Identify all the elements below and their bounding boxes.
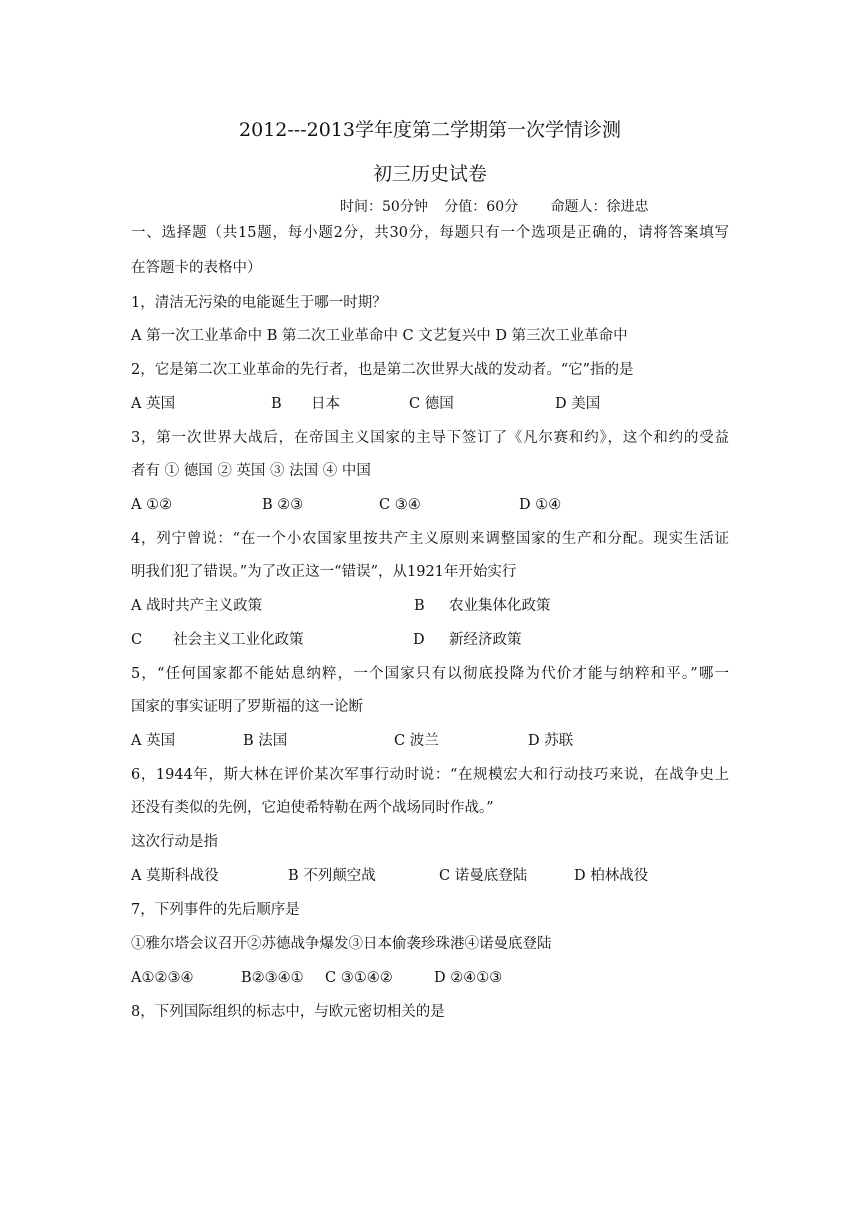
option-a: A 英国 [131,733,176,749]
option-c: C 诺曼底登陆 [439,868,528,884]
option-b: B 不列颠空战 [288,868,376,884]
option-c: C ③④ [379,497,421,513]
exam-meta [340,197,649,217]
option-d-text: 新经济政策 [449,632,522,648]
question-4-stem-cont: 明我们犯了错误。”为了改正这一“错误”，从1921年开始实行 [131,564,517,580]
option-d: D ①④ [519,497,562,513]
question-6-options [131,866,731,886]
exam-time: 时间：50分钟 [340,199,428,215]
option-c-text: 社会主义工业化政策 [173,632,304,648]
question-3-stem: 3，第一次世界大战后，在帝国主义国家的主导下签订了《凡尔赛和约》，这个和约的受益 [131,430,729,446]
exam-score: 分值：60分 [444,199,519,215]
question-8-stem: 8，下列国际组织的标志中，与欧元密切相关的是 [131,1004,445,1020]
question-7-stem-cont: ①雅尔塔会议召开②苏德战争爆发③日本偷袭珍珠港④诺曼底登陆 [131,936,552,952]
option-a: A①②③④ [131,970,194,986]
option-a: A 莫斯科战役 [131,868,219,884]
question-6-stem-cont2: 这次行动是指 [131,834,218,850]
question-3-options [131,495,731,515]
question-6-stem-cont: 还没有类似的先例，它迫使希特勒在两个战场同时作战。” [131,800,494,816]
section-heading-cont: 在答题卡的表格中） [131,260,262,276]
option-c: C ③①④② [325,970,393,986]
option-b-letter: B [271,396,282,412]
question-4-stem: 4，列宁曾说：“在一个小农国家里按共产主义原则来调整国家的生产和分配。现实生活证 [131,531,729,547]
option-c: C 德国 [409,396,454,412]
question-4-options-row1 [131,596,731,616]
question-4-options-row2 [131,630,731,650]
option-d: D 柏林战役 [574,868,649,884]
option-b: B ②③ [262,497,304,513]
exam-author: 命题人：徐进忠 [550,199,649,215]
exam-subtitle: 初三历史试卷 [372,163,487,185]
question-6-stem: 6，1944年，斯大林在评价某次军事行动时说：“在规模宏大和行动技巧来说，在战争史上 [131,767,729,783]
question-1-stem: 1，清洁无污染的电能诞生于哪一时期？ [131,295,387,311]
question-2-stem: 2，它是第二次工业革命的先行者，也是第二次世界大战的发动者。“它”指的是 [131,362,634,378]
question-5-stem: 5，“任何国家都不能姑息纳粹，一个国家只有以彻底投降为代价才能与纳粹和平。”哪一 [131,666,729,682]
exam-title: 2012---2013学年度第二学期第一次学情诊测 [239,119,621,141]
option-d: D ②④①③ [434,970,503,986]
question-3-stem-cont: 者有 ① 德国 ② 英国 ③ 法国 ④ 中国 [131,463,371,479]
section-heading: 一、选择题（共15题，每小题2分，共30分，每题只有一个选项是正确的，请将答案填写 [131,225,729,241]
question-7-options [131,968,731,988]
option-a: A 战时共产主义政策 [131,598,263,614]
option-c-letter: C [131,632,143,648]
option-b-text: 农业集体化政策 [449,598,551,614]
option-b: B 法国 [243,733,288,749]
question-7-stem: 7，下列事件的先后顺序是 [131,902,300,918]
option-d: D 美国 [555,396,601,412]
option-d-letter: D [413,632,425,648]
question-2-options [131,394,731,414]
question-5-stem-cont: 国家的事实证明了罗斯福的这一论断 [131,699,363,715]
option-b: B②③④① [241,970,304,986]
option-a: A ①② [131,497,173,513]
option-c: C 波兰 [394,733,439,749]
option-b-letter: B [414,598,425,614]
option-d: D 苏联 [528,733,574,749]
question-5-options [131,731,731,751]
option-a: A 英国 [131,396,176,412]
option-b-text: 日本 [311,396,340,412]
question-1-options: A 第一次工业革命中 B 第二次工业革命中 C 文艺复兴中 D 第三次工业革命中 [131,328,628,344]
